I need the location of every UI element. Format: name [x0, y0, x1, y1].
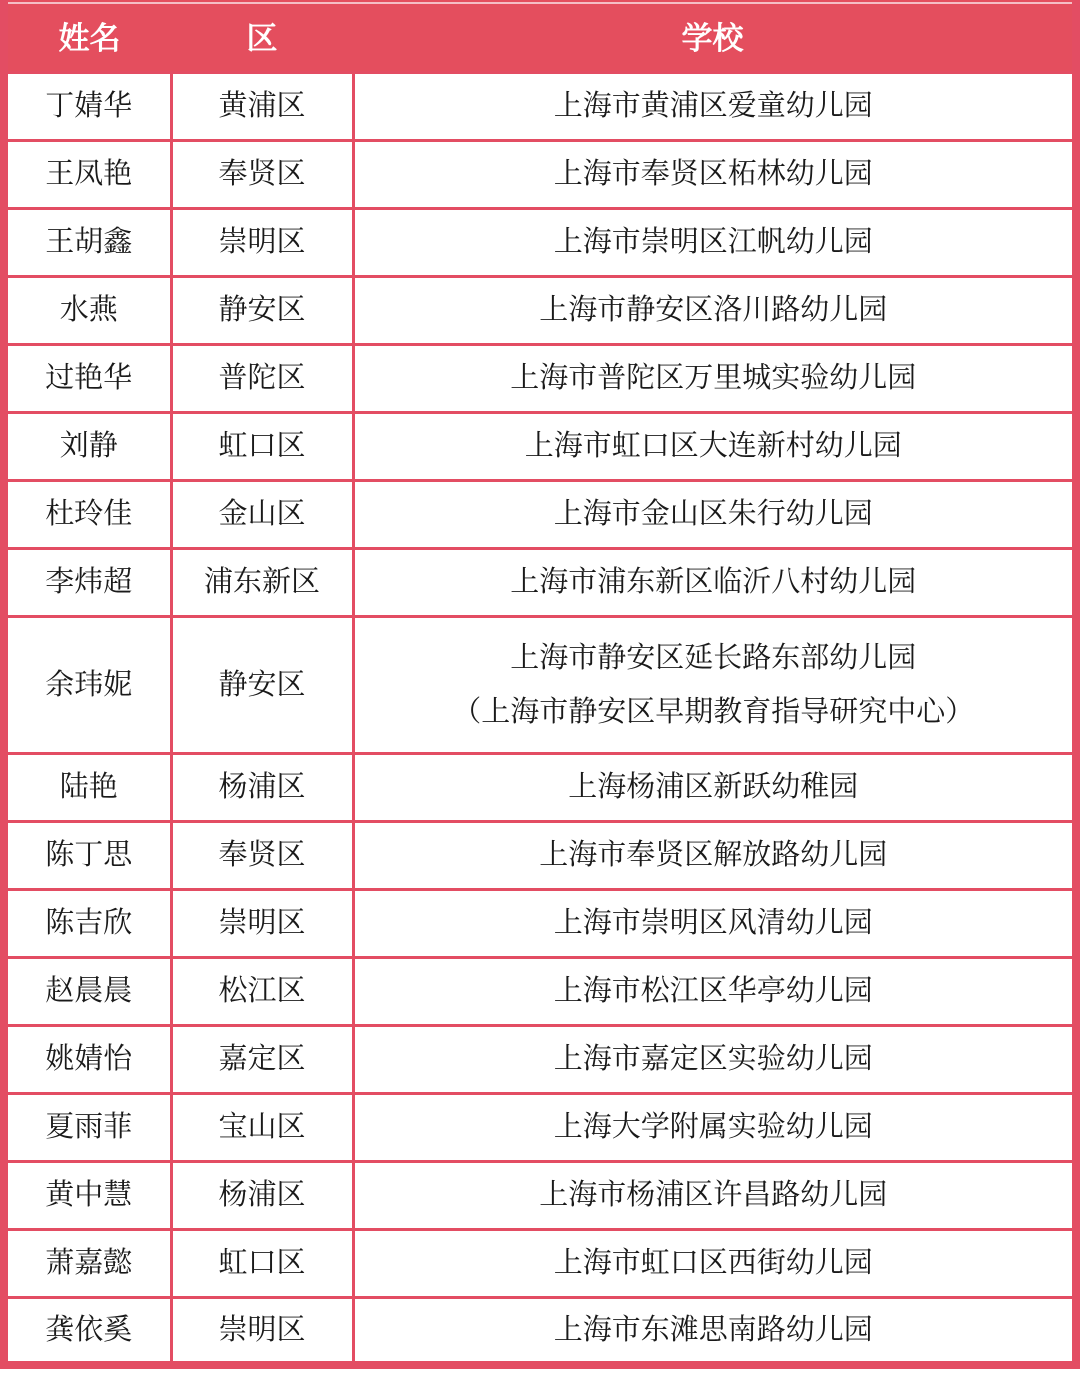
cell-school: 上海市普陀区万里城实验幼儿园 [353, 344, 1076, 412]
cell-name: 陈吉欣 [4, 889, 171, 957]
cell-district: 崇明区 [171, 889, 353, 957]
table-row [4, 1297, 1076, 1365]
cell-name: 陆艳 [4, 753, 171, 821]
cell-school: 上海市松江区华亭幼儿园 [353, 957, 1076, 1025]
header-school: 学校 [353, 0, 1076, 72]
cell-district: 松江区 [171, 957, 353, 1025]
cell-school: 上海市虹口区西街幼儿园 [353, 1229, 1076, 1297]
table-row [4, 1093, 1076, 1161]
cell-district: 宝山区 [171, 1093, 353, 1161]
cell-name: 过艳华 [4, 344, 171, 412]
cell-district: 金山区 [171, 480, 353, 548]
cell-district: 杨浦区 [171, 753, 353, 821]
cell-name: 萧嘉懿 [4, 1229, 171, 1297]
table-row [4, 1025, 1076, 1093]
cell-district: 黄浦区 [171, 72, 353, 140]
cell-name: 水燕 [4, 276, 171, 344]
cell-name: 黄中慧 [4, 1161, 171, 1229]
cell-school: 上海市崇明区风清幼儿园 [353, 889, 1076, 957]
cell-name: 夏雨菲 [4, 1093, 171, 1161]
cell-district: 崇明区 [171, 1297, 353, 1365]
table-row [4, 208, 1076, 276]
table-row [4, 480, 1076, 548]
header-district: 区 [171, 0, 353, 72]
table-row [4, 548, 1076, 616]
cell-school: 上海市崇明区江帆幼儿园 [353, 208, 1076, 276]
table-body [4, 72, 1076, 1365]
table-header-row [4, 0, 1076, 72]
table-row [4, 412, 1076, 480]
table-row [4, 1229, 1076, 1297]
cell-school: 上海市杨浦区许昌路幼儿园 [353, 1161, 1076, 1229]
cell-name: 陈丁思 [4, 821, 171, 889]
table-row [4, 753, 1076, 821]
cell-school: 上海市虹口区大连新村幼儿园 [353, 412, 1076, 480]
cell-district: 虹口区 [171, 412, 353, 480]
cell-school: 上海市金山区朱行幼儿园 [353, 480, 1076, 548]
cell-name: 赵晨晨 [4, 957, 171, 1025]
cell-school: 上海市奉贤区柘林幼儿园 [353, 140, 1076, 208]
table-row [4, 889, 1076, 957]
table-row [4, 276, 1076, 344]
cell-district: 静安区 [171, 276, 353, 344]
cell-school: 上海杨浦区新跃幼稚园 [353, 753, 1076, 821]
cell-school: 上海市静安区洛川路幼儿园 [353, 276, 1076, 344]
table-row [4, 344, 1076, 412]
cell-school: 上海市奉贤区解放路幼儿园 [353, 821, 1076, 889]
cell-district: 静安区 [171, 616, 353, 753]
table-row [4, 1161, 1076, 1229]
cell-district: 浦东新区 [171, 548, 353, 616]
cell-name: 李炜超 [4, 548, 171, 616]
header-name: 姓名 [4, 0, 171, 72]
cell-district: 普陀区 [171, 344, 353, 412]
cell-school: 上海市东滩思南路幼儿园 [353, 1297, 1076, 1365]
cell-district: 嘉定区 [171, 1025, 353, 1093]
cell-name: 龚依奚 [4, 1297, 171, 1365]
table-row [4, 616, 1076, 753]
cell-district: 崇明区 [171, 208, 353, 276]
table-row [4, 72, 1076, 140]
cell-name: 姚婧怡 [4, 1025, 171, 1093]
cell-district: 奉贤区 [171, 821, 353, 889]
table-row [4, 140, 1076, 208]
cell-school: 上海市静安区延长路东部幼儿园 （上海市静安区早期教育指导研究中心） [353, 616, 1076, 753]
cell-school: 上海市浦东新区临沂八村幼儿园 [353, 548, 1076, 616]
cell-name: 王胡鑫 [4, 208, 171, 276]
cell-name: 丁婧华 [4, 72, 171, 140]
cell-name: 杜玲佳 [4, 480, 171, 548]
cell-district: 虹口区 [171, 1229, 353, 1297]
table-row [4, 957, 1076, 1025]
cell-district: 杨浦区 [171, 1161, 353, 1229]
cell-school: 上海市黄浦区爱童幼儿园 [353, 72, 1076, 140]
cell-school: 上海大学附属实验幼儿园 [353, 1093, 1076, 1161]
cell-name: 余玮妮 [4, 616, 171, 753]
cell-name: 王凤艳 [4, 140, 171, 208]
cell-district: 奉贤区 [171, 140, 353, 208]
cell-name: 刘静 [4, 412, 171, 480]
table-row [4, 821, 1076, 889]
cell-school: 上海市嘉定区实验幼儿园 [353, 1025, 1076, 1093]
